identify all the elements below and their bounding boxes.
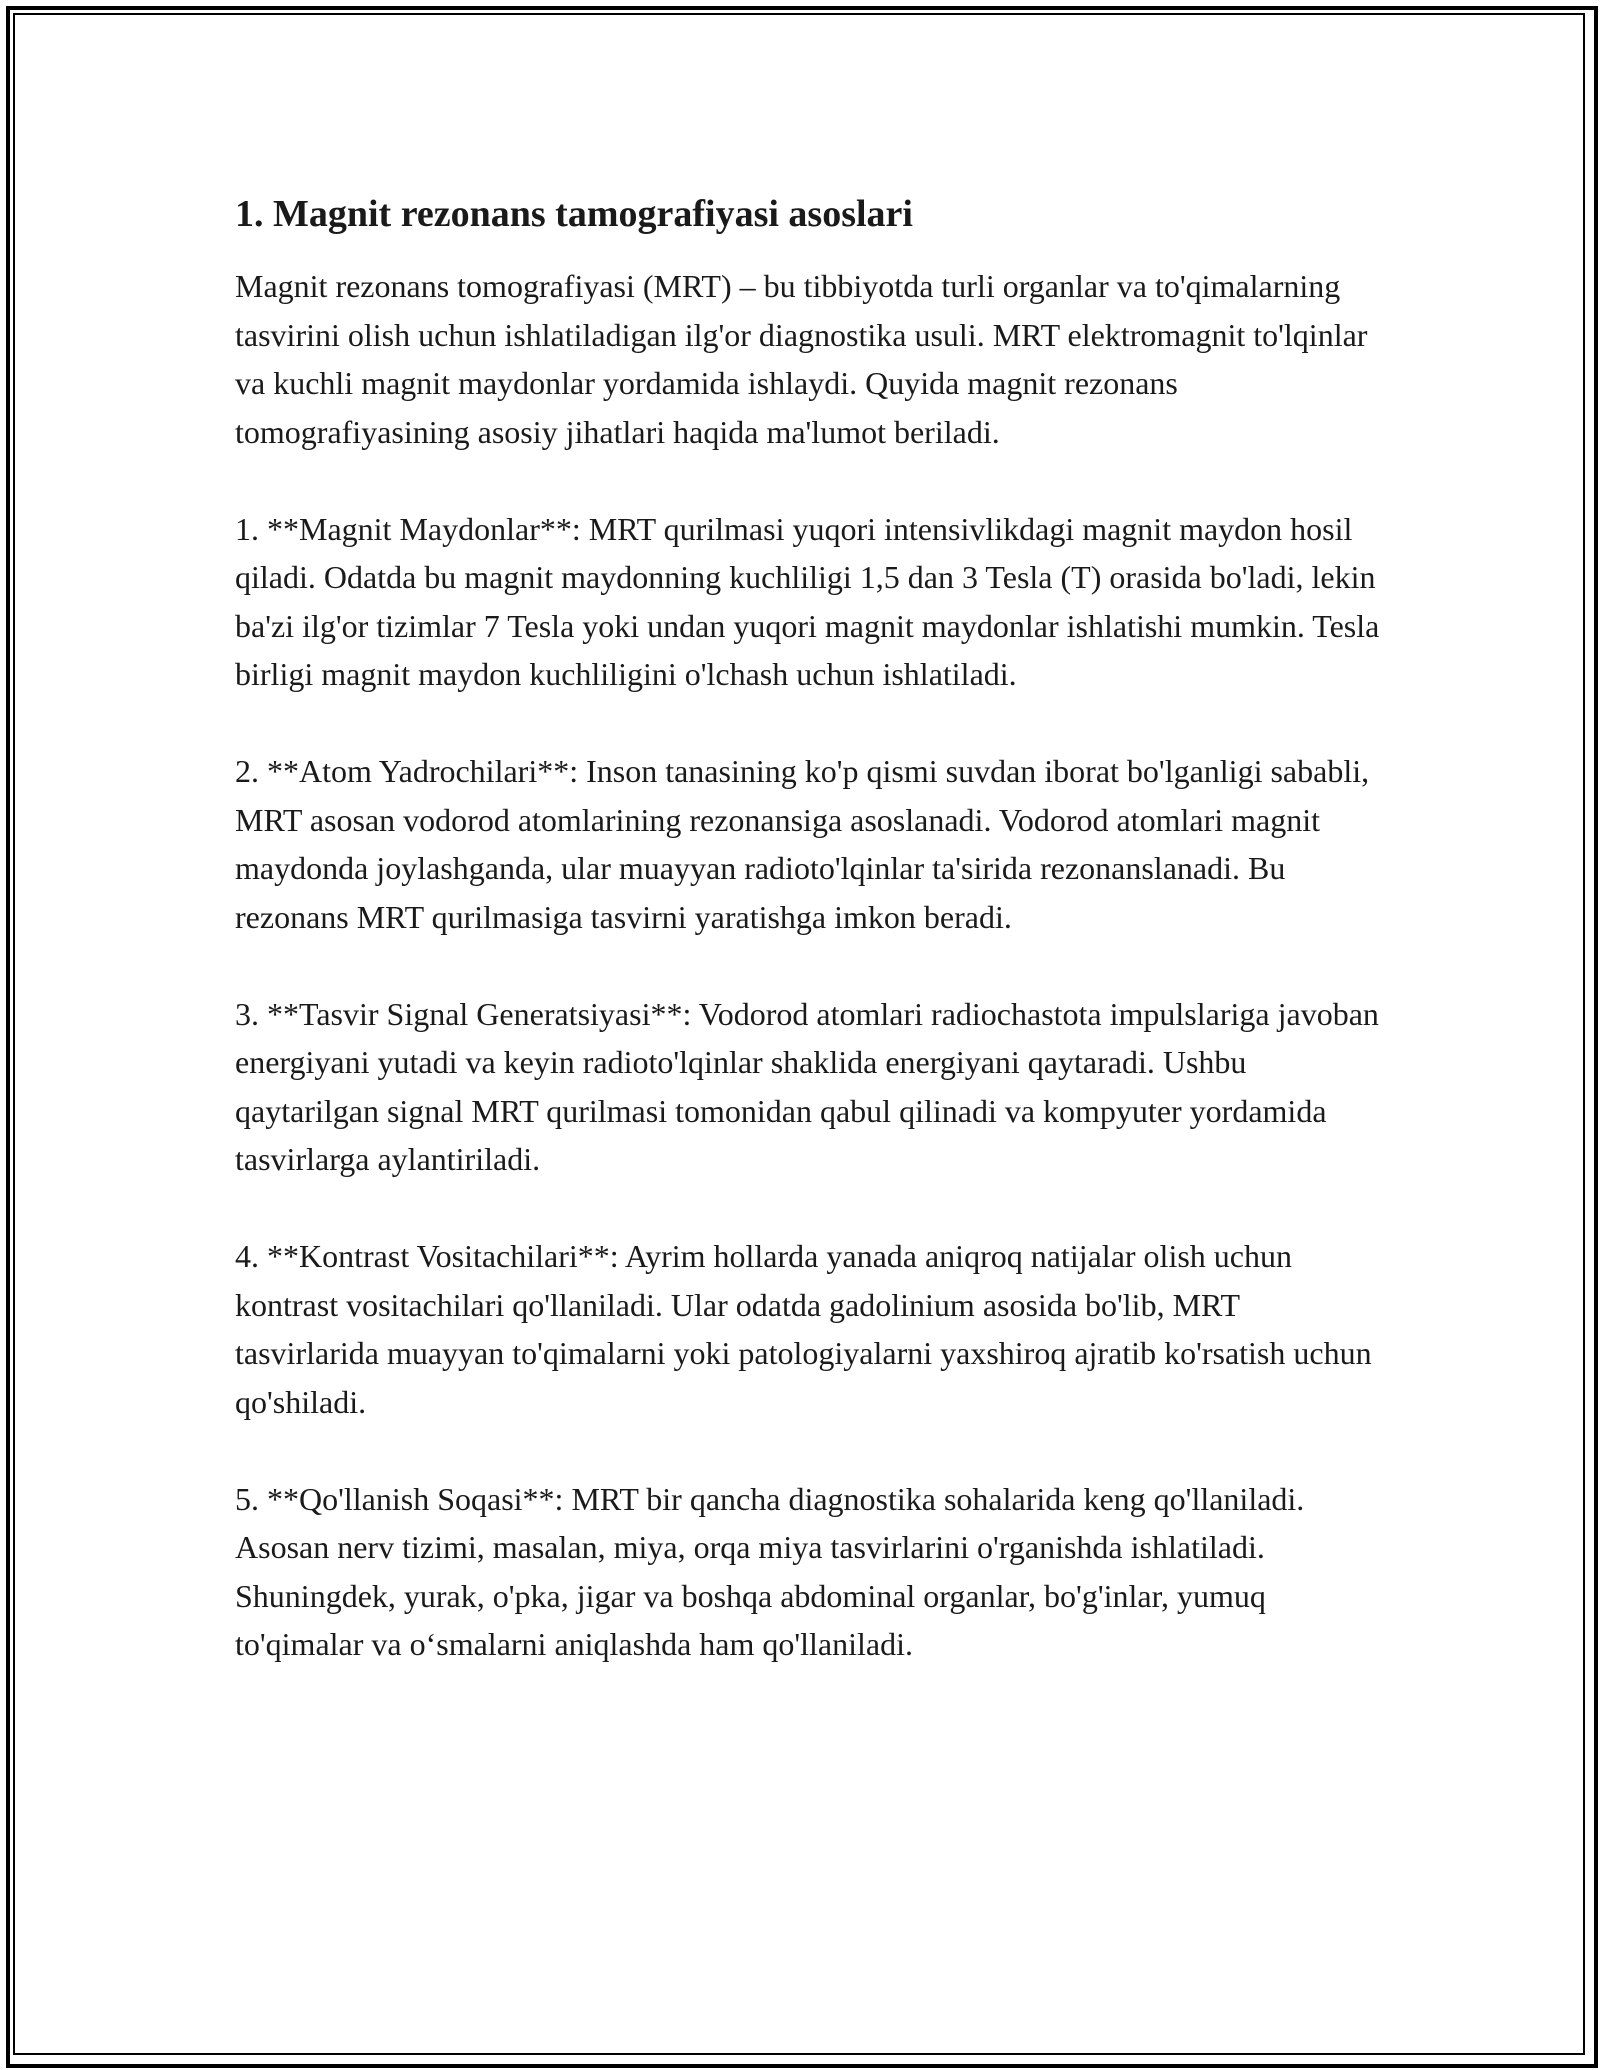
paragraph-magnetic-fields: 1. **Magnit Maydonlar**: MRT qurilmasi yuqori intensivlikdagi magnit maydon hosil qiladi. Odatda bu magnit maydonning kuchliligi 1,5 dan 3 Tesla (T) orasida bo'ladi, lekin ba'zi ilg'or tizimlar 7 Tesla yoki undan yuqori magnit maydonlar ishlatishi mumkin. Tesla birligi magnit maydon kuchliligini o'lchash uchun ishlatiladi.: [235, 510, 1380, 692]
paragraph-atomic-nuclei: 2. **Atom Yadrochilari**: Inson tanasining ko'p qismi suvdan iborat bo'lganligi sababli, MRT asosan vodorod atomlarining rezonansiga asoslanadi. Vodorod atomlari magnit maydonda joylashganda, ular muayyan radioto'lqinlar ta'sirida rezonanslanadi. Bu rezonans MRT qurilmasiga tasvirni yaratishga imkon beradi.: [235, 753, 1370, 935]
paragraph-signal-generation: 3. **Tasvir Signal Generatsiyasi**: Vodorod atomlari radiochastota impulslariga javoban energiyani yutadi va keyin radioto'lqinlar shaklida energiyani qaytaradi. Ushbu qaytarilgan signal MRT qurilmasi tomonidan qabul qilinadi va kompyuter yordamida tasvirlarga aylantiriladi.: [235, 995, 1379, 1177]
intro-paragraph: Magnit rezonans tomografiyasi (MRT) – bu tibbiyotda turli organlar va to'qimalarning tasvirini olish uchun ishlatiladigan ilg'or diagnostika usuli. MRT elektromagnit to'lqinlar va kuchli magnit maydonlar yordamida ishlaydi. Quyida magnit rezonans tomografiyasining asosiy jihatlari haqida ma'lumot beriladi.: [235, 268, 1368, 450]
document-body: [235, 186, 1380, 1669]
paragraph-applications: 5. **Qo'llanish Soqasi**: MRT bir qancha diagnostika sohalarida keng qo'llaniladi. Asosan nerv tizimi, masalan, miya, orqa miya tasvirlarini o'rganishda ishlatiladi. Shuningdek, yurak, o'pka, jigar va boshqa abdominal organlar, bo'g'inlar, yumuq to'qimalar va o‘smalarni aniqlashda ham qo'llaniladi.: [235, 1480, 1305, 1662]
paragraph-contrast-agents: 4. **Kontrast Vositachilari**: Ayrim hollarda yanada aniqroq natijalar olish uchun kontrast vositachilari qo'llaniladi. Ular odatda gadolinium asosida bo'lib, MRT tasvirlarida muayyan to'qimalarni yoki patologiyalarni yaxshiroq ajratib ko'rsatish uchun qo'shiladi.: [235, 1238, 1372, 1420]
page-title: 1. Magnit rezonans tamografiyasi asoslari: [235, 193, 913, 235]
